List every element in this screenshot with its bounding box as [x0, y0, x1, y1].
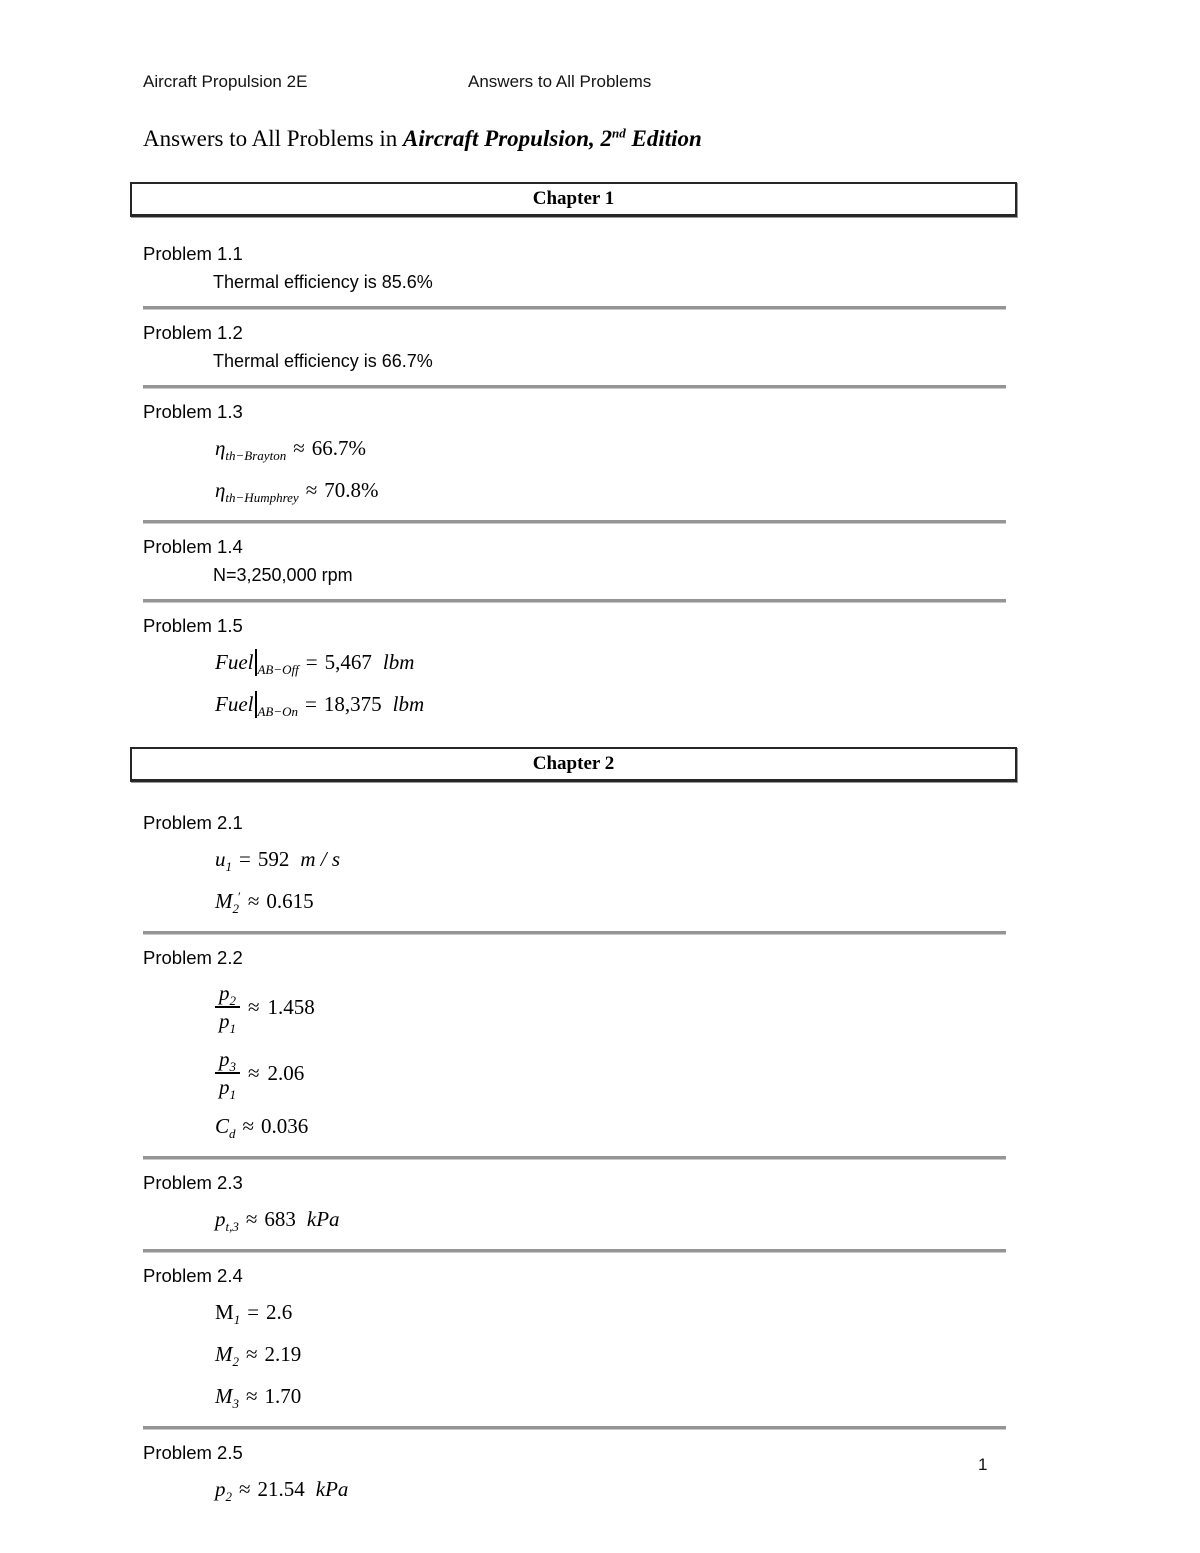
mach-symbol: M — [215, 1342, 233, 1366]
page-number: 1 — [978, 1455, 988, 1474]
relation-symbol: ≈ — [293, 436, 305, 460]
problem-1-1-answer: Thermal efficiency is 85.6% — [213, 272, 433, 292]
fuel-symbol: Fuel — [215, 650, 254, 674]
document-title — [143, 124, 1017, 154]
mach-symbol: M — [215, 889, 233, 913]
denominator-subscript: 1 — [229, 1087, 236, 1102]
equation-unit: lbm — [392, 692, 425, 716]
relation-symbol: ≈ — [248, 994, 260, 1019]
problem-1-5-equation-1 — [215, 646, 1017, 679]
equation-subscript: 1 — [225, 859, 232, 874]
section-divider — [143, 385, 1006, 389]
equation-subscript: 2 — [232, 1354, 239, 1369]
pressure-symbol: p — [219, 1009, 230, 1033]
problem-2-5-equation — [215, 1473, 1017, 1506]
equation-unit: kPa — [315, 1477, 349, 1501]
equation-subscript: AB−Off — [257, 662, 299, 677]
header-left-text: Aircraft Propulsion 2E — [143, 72, 308, 91]
prime-superscript: ′ — [238, 889, 241, 904]
relation-symbol: = — [247, 1300, 260, 1324]
drag-coefficient-symbol: C — [215, 1114, 230, 1138]
relation-symbol: = — [305, 650, 318, 674]
problem-2-1-title: Problem 2.1 — [143, 812, 243, 833]
pressure-symbol: p — [215, 1207, 226, 1231]
equation-value: 0.615 — [266, 889, 314, 913]
problem-1-3-equation-2 — [215, 474, 1017, 507]
relation-symbol: ≈ — [245, 1207, 258, 1231]
title-prefix: Answers to All Problems in — [143, 126, 404, 151]
fraction-denominator — [219, 1074, 236, 1102]
equation-value: 0.036 — [261, 1114, 309, 1138]
equation-subscript: AB−On — [257, 704, 299, 719]
chapter-2-heading: Chapter 2 — [532, 753, 615, 774]
numerator-subscript: 3 — [229, 1059, 236, 1074]
problem-2-2-fraction-2 — [215, 1045, 1017, 1101]
problem-2-1-equation-1 — [215, 843, 1017, 876]
title-ordinal-superscript: nd — [612, 125, 626, 141]
relation-symbol: ≈ — [248, 1060, 260, 1085]
pressure-ratio-fraction — [215, 1047, 240, 1102]
equation-value: 5,467 — [324, 650, 372, 674]
pressure-symbol: p — [219, 1075, 230, 1099]
problem-2-2-title: Problem 2.2 — [143, 947, 243, 968]
numerator-subscript: 2 — [229, 993, 236, 1008]
equation-value: 18,375 — [323, 692, 382, 716]
equation-unit: m / s — [300, 847, 341, 871]
relation-symbol: ≈ — [246, 1342, 258, 1366]
equation-subscript: 2 — [225, 1489, 232, 1504]
relation-symbol: = — [239, 847, 251, 871]
equation-value: 2.6 — [266, 1300, 293, 1324]
eta-symbol: η — [215, 436, 226, 460]
pressure-symbol: p — [219, 1047, 230, 1071]
pressure-symbol: p — [215, 1477, 226, 1501]
mach-symbol: M — [215, 1300, 234, 1324]
problem-2-1-equation-2 — [215, 885, 1017, 918]
problem-2-2-equation-3 — [215, 1110, 1017, 1143]
problem-2-3-equation — [215, 1203, 1017, 1236]
equation-unit: kPa — [306, 1207, 340, 1231]
equation-subscript: 1 — [233, 1312, 241, 1327]
section-divider — [143, 931, 1006, 935]
equation-subscript: d — [229, 1126, 236, 1141]
equation-value: 1.458 — [267, 994, 315, 1019]
denominator-subscript: 1 — [229, 1021, 236, 1036]
relation-symbol: ≈ — [242, 1114, 255, 1138]
fuel-symbol: Fuel — [215, 692, 254, 716]
equation-value: 66.7% — [311, 436, 366, 460]
problem-2-4-equation-2 — [215, 1338, 1017, 1371]
problem-1-4-title: Problem 1.4 — [143, 536, 243, 557]
problem-1-5-title: Problem 1.5 — [143, 615, 243, 636]
section-divider — [143, 306, 1006, 310]
title-book-rest: Edition — [625, 126, 702, 151]
problem-2-4-title: Problem 2.4 — [143, 1265, 243, 1286]
equation-value: 21.54 — [257, 1477, 305, 1501]
problem-1-4-answer: N=3,250,000 rpm — [213, 565, 353, 585]
header-right-text: Answers to All Problems — [468, 72, 652, 91]
section-divider — [143, 1426, 1006, 1430]
section-divider — [143, 1156, 1006, 1160]
equation-value: 2.06 — [267, 1060, 305, 1085]
equation-value: 592 — [257, 847, 290, 871]
chapter-1-heading: Chapter 1 — [532, 188, 615, 209]
equation-subscript: 3 — [232, 1396, 239, 1411]
relation-symbol: ≈ — [246, 1384, 258, 1408]
problem-2-4-equation-1 — [215, 1296, 1017, 1329]
problem-1-3-title: Problem 1.3 — [143, 401, 243, 422]
eta-symbol: η — [215, 478, 226, 502]
relation-symbol: ≈ — [305, 478, 318, 502]
equation-subscript: t,3 — [225, 1219, 239, 1234]
section-divider — [143, 520, 1006, 524]
problem-2-5-title: Problem 2.5 — [143, 1442, 243, 1463]
equation-value: 70.8% — [324, 478, 379, 502]
equation-value: 2.19 — [264, 1342, 302, 1366]
equation-unit: lbm — [382, 650, 415, 674]
pressure-symbol: p — [219, 981, 230, 1005]
problem-1-1-title: Problem 1.1 — [143, 243, 243, 264]
fraction-numerator — [215, 981, 240, 1008]
section-divider — [143, 599, 1006, 603]
relation-symbol: ≈ — [239, 1477, 251, 1501]
running-header — [143, 72, 1017, 92]
equation-subscript: th−Humphrey — [225, 490, 299, 505]
chapter-1-heading-box — [130, 182, 1017, 217]
pressure-ratio-fraction — [215, 981, 240, 1036]
problem-2-4-equation-3 — [215, 1380, 1017, 1413]
equation-subscript: 2 — [232, 901, 239, 916]
section-divider — [143, 1249, 1006, 1253]
title-book-name: Aircraft Propulsion, 2 — [403, 126, 612, 151]
relation-symbol: = — [305, 692, 317, 716]
equation-subscript: th−Brayton — [225, 448, 287, 463]
relation-symbol: ≈ — [247, 889, 260, 913]
problem-1-5-equation-2 — [215, 688, 1017, 721]
fraction-numerator — [215, 1047, 240, 1074]
mach-symbol: M — [215, 1384, 233, 1408]
velocity-symbol: u — [215, 847, 226, 871]
fraction-denominator — [219, 1008, 236, 1036]
equation-value: 683 — [264, 1207, 296, 1231]
problem-1-3-equation-1 — [215, 432, 1017, 465]
equation-value: 1.70 — [264, 1384, 302, 1408]
problem-1-2-answer: Thermal efficiency is 66.7% — [213, 351, 433, 371]
problem-2-3-title: Problem 2.3 — [143, 1172, 243, 1193]
problem-1-2-title: Problem 1.2 — [143, 322, 243, 343]
chapter-2-heading-box — [130, 747, 1017, 782]
problem-2-2-fraction-1 — [215, 979, 1017, 1035]
